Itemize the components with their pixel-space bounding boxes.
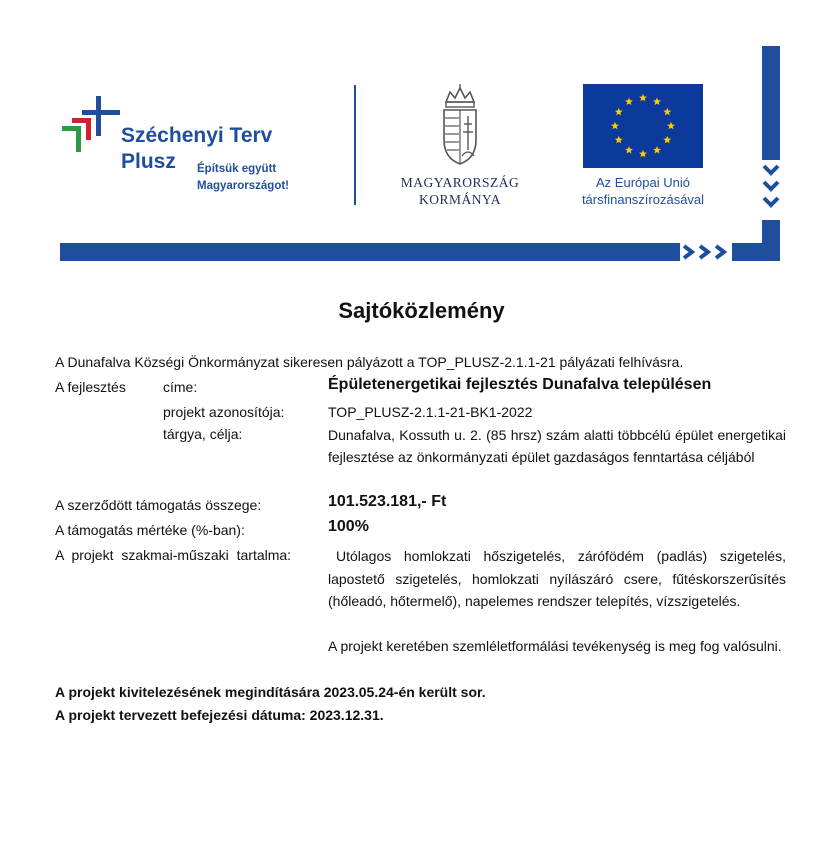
project-id-value: TOP_PLUSZ-2.1.1-21-BK1-2022 <box>328 404 533 420</box>
content-label: A projekt szakmai-műszaki tartalma: <box>55 547 292 563</box>
subject-value: Dunafalva, Kossuth u. 2. (85 hrsz) szám alatti többcélú épület energetikai fejlesztése az önkormányzati épület gazdaságos fenntartása céljából <box>328 427 786 465</box>
eu-line1: Az Európai Unió <box>596 175 690 190</box>
header-bottom-bar <box>60 243 680 261</box>
government-line2: KORMÁNYA <box>418 192 501 207</box>
chevron-down-icon <box>760 160 782 220</box>
header-right-bar <box>762 46 780 261</box>
project-id-label: projekt azonosítója: <box>163 404 285 420</box>
title-label: címe: <box>163 379 198 395</box>
eu-line2: társfinanszírozásával <box>581 192 705 207</box>
header-banner <box>0 0 817 270</box>
coat-of-arms-icon <box>440 84 480 166</box>
amount-label: A szerződött támogatás összege: <box>55 497 262 513</box>
szechenyi-title-line1: Széchenyi Terv <box>121 124 273 147</box>
subject-label: tárgya, célja: <box>163 426 243 442</box>
chevron-right-icon <box>680 243 762 261</box>
szechenyi-slogan-line1: Építsük együtt <box>197 163 277 175</box>
content-value-2: A projekt keretében szemléletformálási tevékenység is meg fog valósulni. <box>328 638 782 654</box>
rate-value: 100% <box>328 518 369 535</box>
content-value: Utólagos homlokzati hőszigetelés, zárófödém (padlás) szigetelés, lapostető szigetelés, homlokzati nyílászáró csere, fűtéskorszerűsítés (hőleadó, hőtermelő), napelemes rendszer telepítés, vízszigetelés. <box>328 548 786 609</box>
szechenyi-cross-icon <box>60 92 122 156</box>
intro-text: A Dunafalva Községi Önkormányzat sikeresen pályázott a TOP_PLUSZ-2.1.1-21 pályázati felhívásra. <box>55 354 684 370</box>
end-date-text: A projekt tervezett befejezési dátuma: 2023.12.31. <box>55 707 384 723</box>
dev-label: A fejlesztés <box>55 379 126 395</box>
amount-value: 101.523.181,- Ft <box>328 493 447 510</box>
project-title-value: Épületenergetikai fejlesztés Dunafalva településen <box>328 376 712 393</box>
rate-label: A támogatás mértéke (%-ban): <box>55 522 245 538</box>
start-date-text: A projekt kivitelezésének megindítására 2023.05.24-én került sor. <box>55 684 486 700</box>
header-separator <box>354 85 356 205</box>
government-line1: MAGYARORSZÁG <box>400 175 520 190</box>
szechenyi-slogan-line2: Magyarországot! <box>197 180 290 192</box>
eu-flag-icon <box>583 84 703 168</box>
szechenyi-title-line2: Plusz <box>121 150 176 173</box>
document-title: Sajtóközlemény <box>338 298 505 323</box>
